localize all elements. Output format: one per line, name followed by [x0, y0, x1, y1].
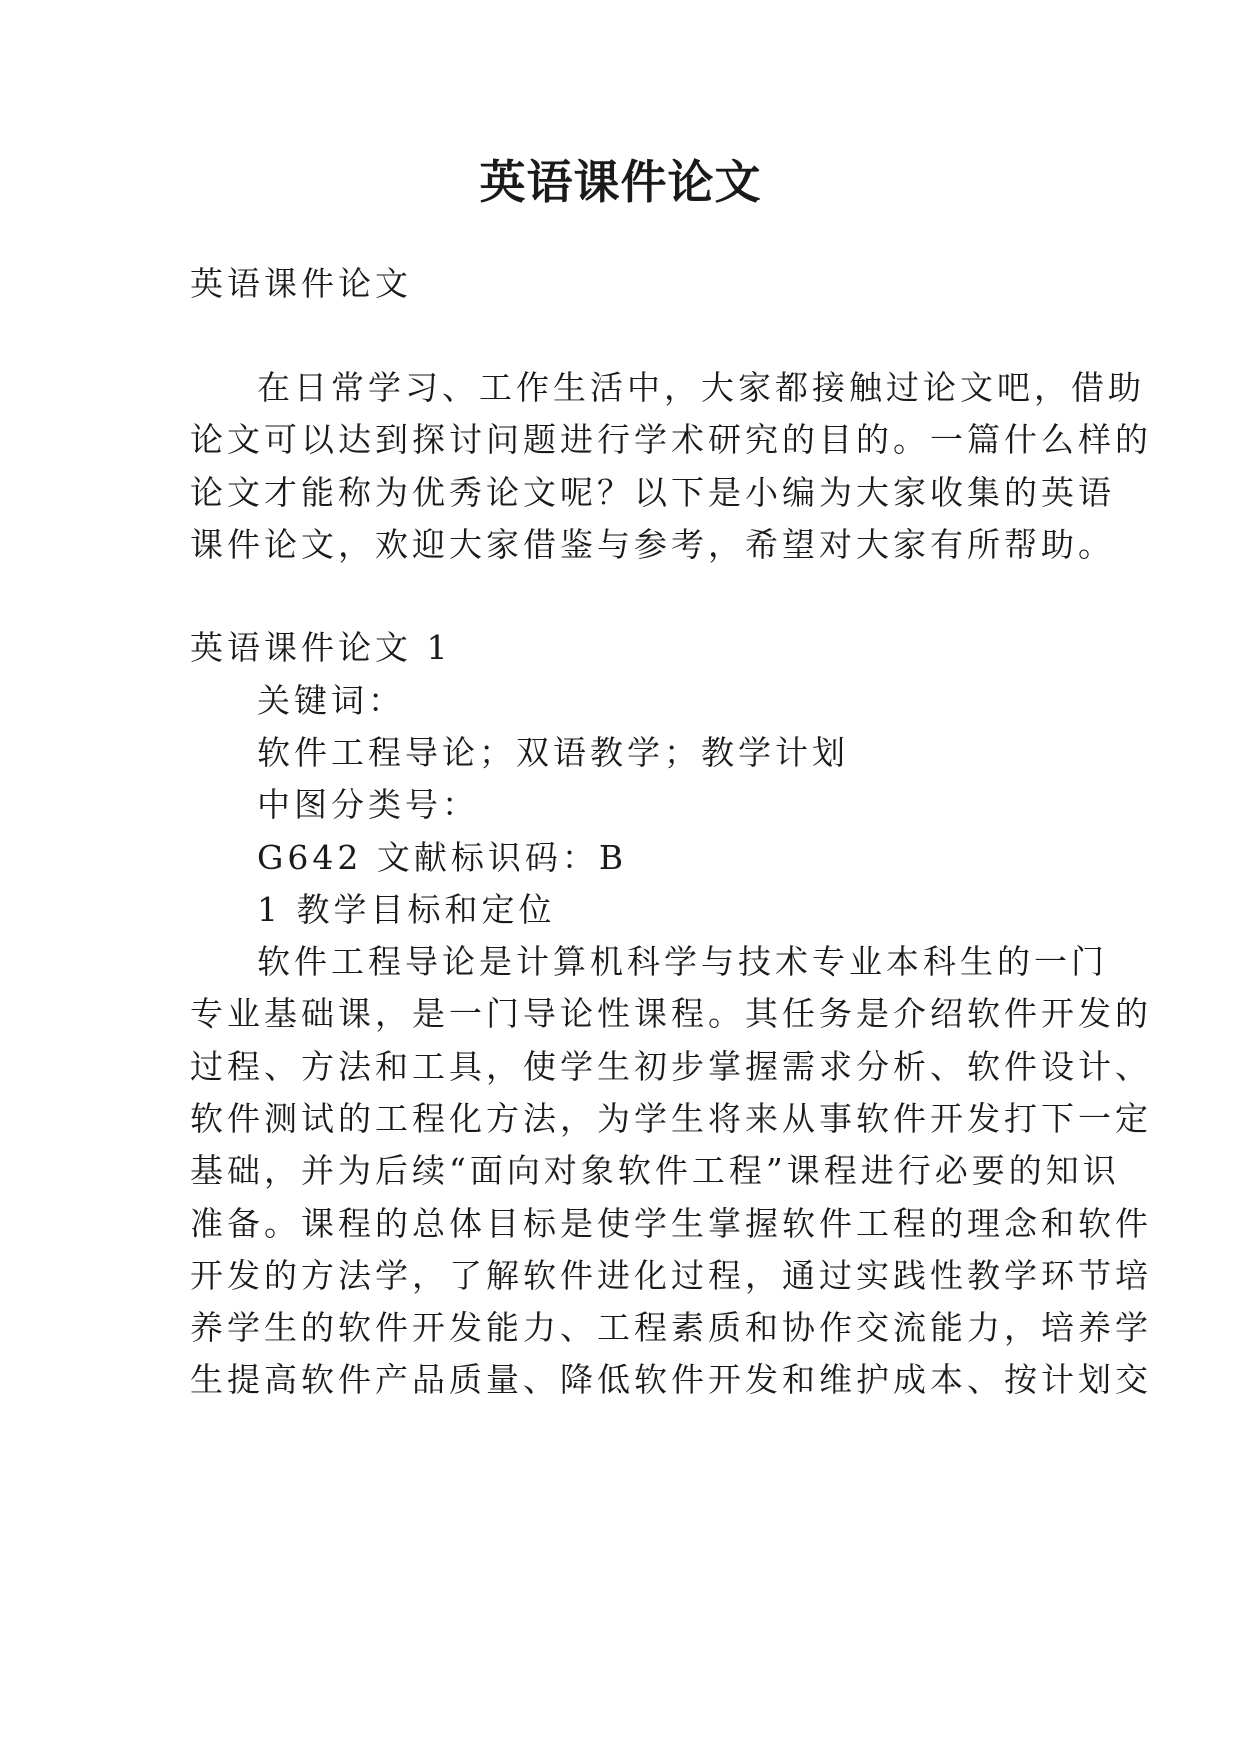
intro-line: 在日常学习、工作生活中，大家都接触过论文吧，借助 [257, 368, 1145, 407]
body-line: 基础，并为后续“面向对象软件工程”课程进行必要的知识 [190, 1151, 1120, 1190]
section-heading: 英语课件论文 1 [190, 628, 452, 667]
body-line: 专业基础课，是一门导论性课程。其任务是介绍软件开发的 [190, 994, 1152, 1033]
intro-line: 论文才能称为优秀论文呢？以下是小编为大家收集的英语 [190, 473, 1115, 512]
classification-text: G642 文献标识码：B [257, 838, 628, 877]
document-subtitle: 英语课件论文 [190, 264, 412, 303]
body-line: 生提高软件产品质量、降低软件开发和维护成本、按计划交 [190, 1360, 1152, 1399]
body-line: 软件测试的工程化方法，为学生将来从事软件开发打下一定 [190, 1099, 1152, 1138]
keywords-label: 关键词： [257, 681, 405, 720]
document-title: 英语课件论文 [479, 155, 762, 209]
body-line: 准备。课程的总体目标是使学生掌握软件工程的理念和软件 [190, 1204, 1152, 1243]
body-line: 软件工程导论是计算机科学与技术专业本科生的一门 [257, 942, 1108, 981]
intro-line: 论文可以达到探讨问题进行学术研究的目的。一篇什么样的 [190, 420, 1152, 459]
body-line: 过程、方法和工具，使学生初步掌握需求分析、软件设计、 [190, 1047, 1152, 1086]
classification-label: 中图分类号： [257, 785, 479, 824]
intro-line: 课件论文，欢迎大家借鉴与参考，希望对大家有所帮助。 [190, 525, 1115, 564]
keywords-text: 软件工程导论；双语教学；教学计划 [257, 733, 849, 772]
body-line: 养学生的软件开发能力、工程素质和协作交流能力，培养学 [190, 1308, 1152, 1347]
body-line: 开发的方法学，了解软件进化过程，通过实践性教学环节培 [190, 1256, 1152, 1295]
section-subheading: 1 教学目标和定位 [257, 890, 556, 929]
